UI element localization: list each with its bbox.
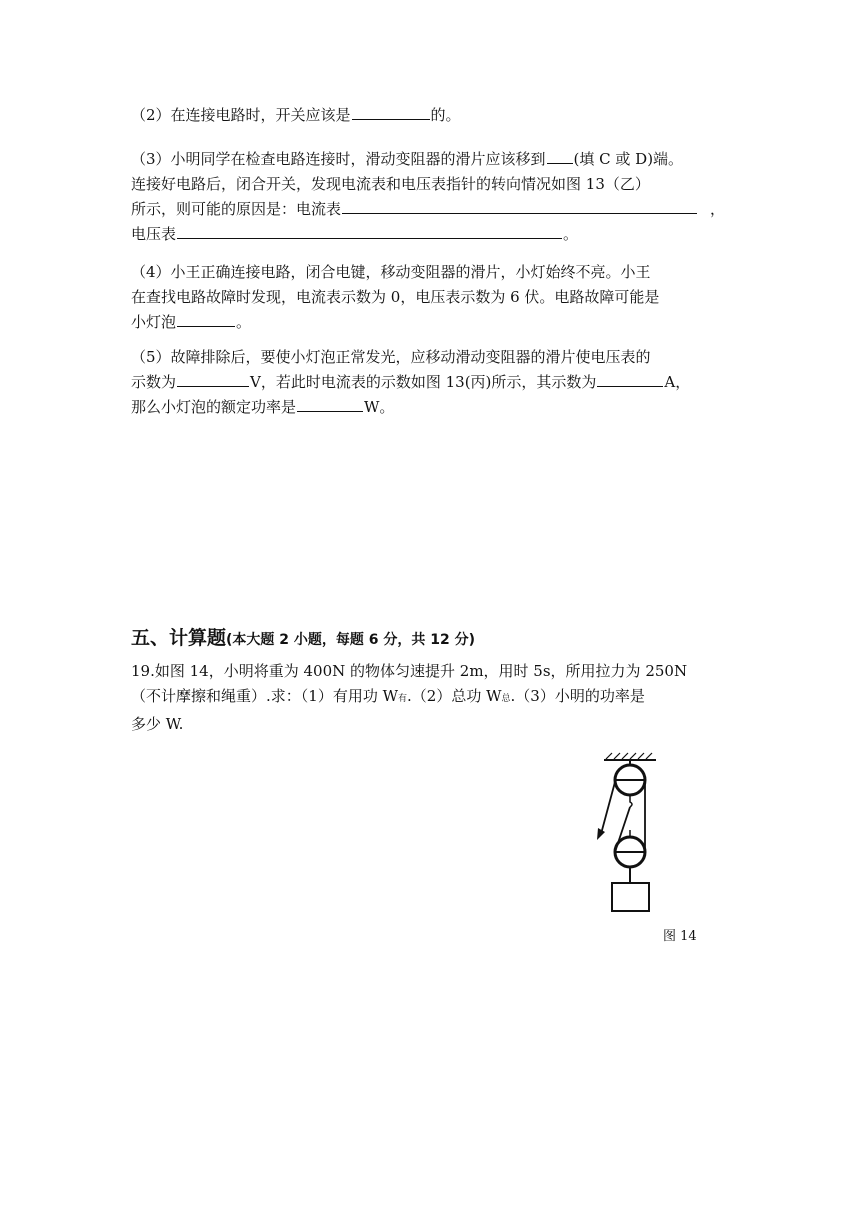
- q4-line1: （4）小王正确连接电路，闭合电键，移动变阻器的滑片，小灯始终不亮。小王: [131, 263, 651, 281]
- q5-line3: 那么小灯泡的额定功率是: [131, 398, 297, 416]
- figure-caption: 图 14: [663, 929, 697, 944]
- q19-line3: 多少 W.: [131, 715, 184, 733]
- q19-line2-a: （不计摩擦和绳重）.求：（1）有用功 W: [131, 687, 398, 705]
- current-blank[interactable]: [597, 371, 663, 387]
- q2-text-end: 的。: [430, 106, 461, 124]
- fault-blank[interactable]: [177, 311, 235, 327]
- q5-line1: （5）故障排除后，要使小灯泡正常发光，应移动滑动变阻器的滑片使电压表的: [131, 348, 651, 366]
- q3-line3-end: ，: [710, 200, 726, 218]
- q19-line1: 19.如图 14，小明将重为 400N 的物体匀速提升 2m，用时 5s，所用拉力为 250N: [131, 662, 688, 680]
- q5-line2-end: A，: [664, 373, 691, 391]
- question-5: [131, 345, 731, 420]
- q4-line3: 小灯泡: [131, 313, 177, 331]
- q19-line2-b: .（2）总功 W: [407, 687, 502, 705]
- section-title: 五、计算题: [131, 627, 227, 649]
- pulley-system-icon: [590, 752, 670, 917]
- q5-line2-mid: V，若此时电流表的示数如图 13(丙)所示，其示数为: [250, 373, 597, 391]
- q4-line3-end: 。: [236, 313, 252, 331]
- q3-line1-end: (填 C 或 D)端。: [573, 150, 684, 168]
- q3-line4: 电压表: [131, 225, 177, 243]
- q2-text: （2）在连接电路时，开关应该是: [131, 106, 351, 124]
- q3-line2: 连接好电路后，闭合开关，发现电流表和电压表指针的转向情况如图 13（乙）: [131, 175, 650, 193]
- q3-line1: （3）小明同学在检查电路连接时，滑动变阻器的滑片应该移到: [131, 150, 546, 168]
- q19-sub-useful: 有: [398, 694, 408, 704]
- q2-answer-blank[interactable]: [352, 104, 430, 120]
- voltmeter-reason-blank[interactable]: [177, 223, 562, 239]
- q19-line2-c: .（3）小明的功率是: [510, 687, 645, 705]
- q5-line3-end: W。: [364, 398, 395, 416]
- question-4: [131, 260, 731, 335]
- q5-line2: 示数为: [131, 373, 177, 391]
- q19-sub-total: 总: [501, 694, 511, 704]
- voltage-blank[interactable]: [177, 371, 249, 387]
- section-heading: [131, 626, 731, 653]
- q3-line4-end: 。: [563, 225, 579, 243]
- ammeter-reason-blank[interactable]: [342, 198, 697, 214]
- power-blank[interactable]: [297, 396, 363, 412]
- q3-end-blank[interactable]: [547, 148, 573, 164]
- q3-line3: 所示，则可能的原因是：电流表: [131, 200, 342, 218]
- question-19: [131, 659, 731, 737]
- question-2: [131, 103, 731, 128]
- q4-line2: 在查找电路故障时发现，电流表示数为 0，电压表示数为 6 伏。电路故障可能是: [131, 288, 660, 306]
- question-3: [131, 147, 731, 247]
- section-note: (本大题 2 小题，每题 6 分，共 12 分): [226, 632, 476, 648]
